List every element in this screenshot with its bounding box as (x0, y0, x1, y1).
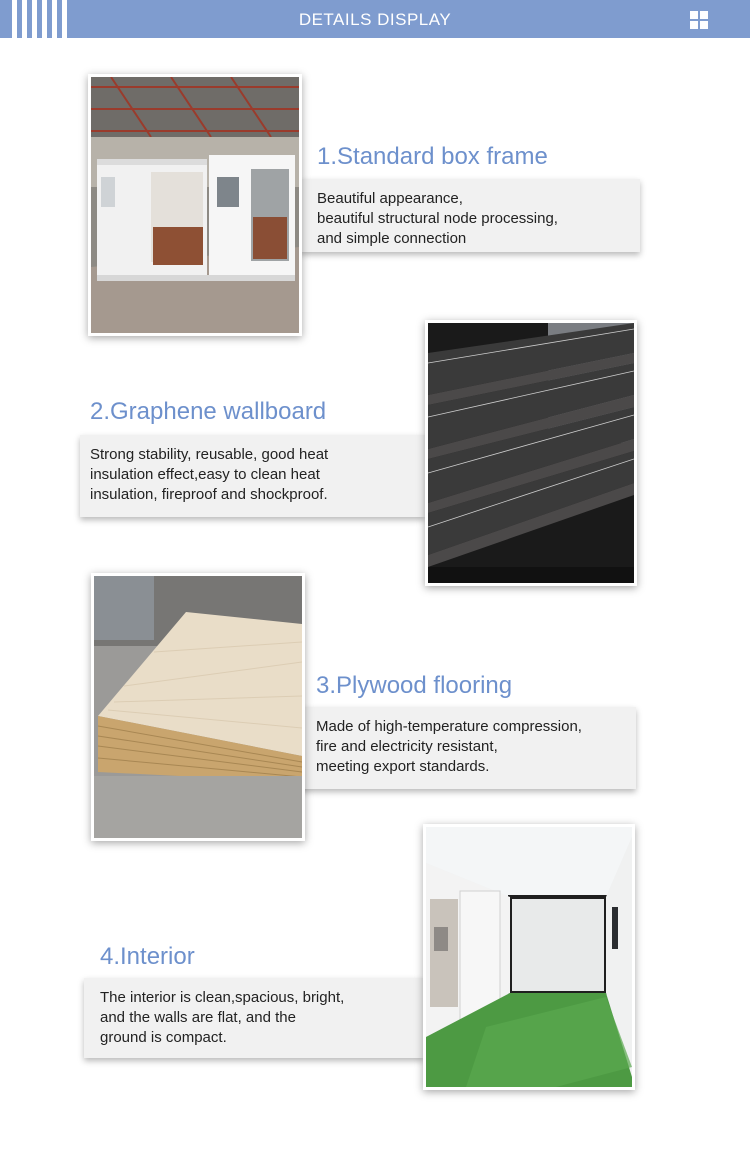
plywood-sheet-photo (91, 573, 305, 841)
feature-description-box (80, 435, 425, 517)
page-title: DETAILS DISPLAY (298, 10, 452, 29)
container-house-photo (88, 74, 302, 336)
feature-description-line: beautiful structural node processing, (317, 210, 558, 227)
feature-title: 4.Interior (100, 943, 195, 970)
feature-description-line: Made of high-temperature compression, (316, 718, 582, 735)
feature-title: 3.Plywood flooring (316, 672, 513, 699)
feature-description-line: Beautiful appearance, (317, 190, 463, 207)
feature-description-line: fire and electricity resistant, (316, 738, 498, 755)
wallboard-stack-photo (425, 320, 637, 586)
feature-description-line: The interior is clean,spacious, bright, (100, 989, 345, 1006)
header-bar (0, 0, 750, 38)
feature-title: 1.Standard box frame (317, 143, 548, 170)
feature-description-line: meeting export standards. (316, 758, 490, 775)
grid-icon (690, 11, 708, 29)
feature-title: 2.Graphene wallboard (90, 398, 327, 425)
feature-description-box (298, 707, 636, 789)
feature-description-line: and the walls are flat, and the (100, 1009, 296, 1026)
feature-description-line: ground is compact. (100, 1029, 227, 1046)
feature-description-box (84, 978, 424, 1058)
interior-room-photo (423, 824, 635, 1090)
feature-description-line: insulation effect,easy to clean heat (90, 466, 320, 483)
feature-description-line: insulation, fireproof and shockproof. (90, 486, 328, 503)
feature-description-line: Strong stability, reusable, good heat (90, 446, 329, 463)
feature-description-line: and simple connection (317, 230, 467, 247)
feature-description-box (300, 179, 640, 252)
